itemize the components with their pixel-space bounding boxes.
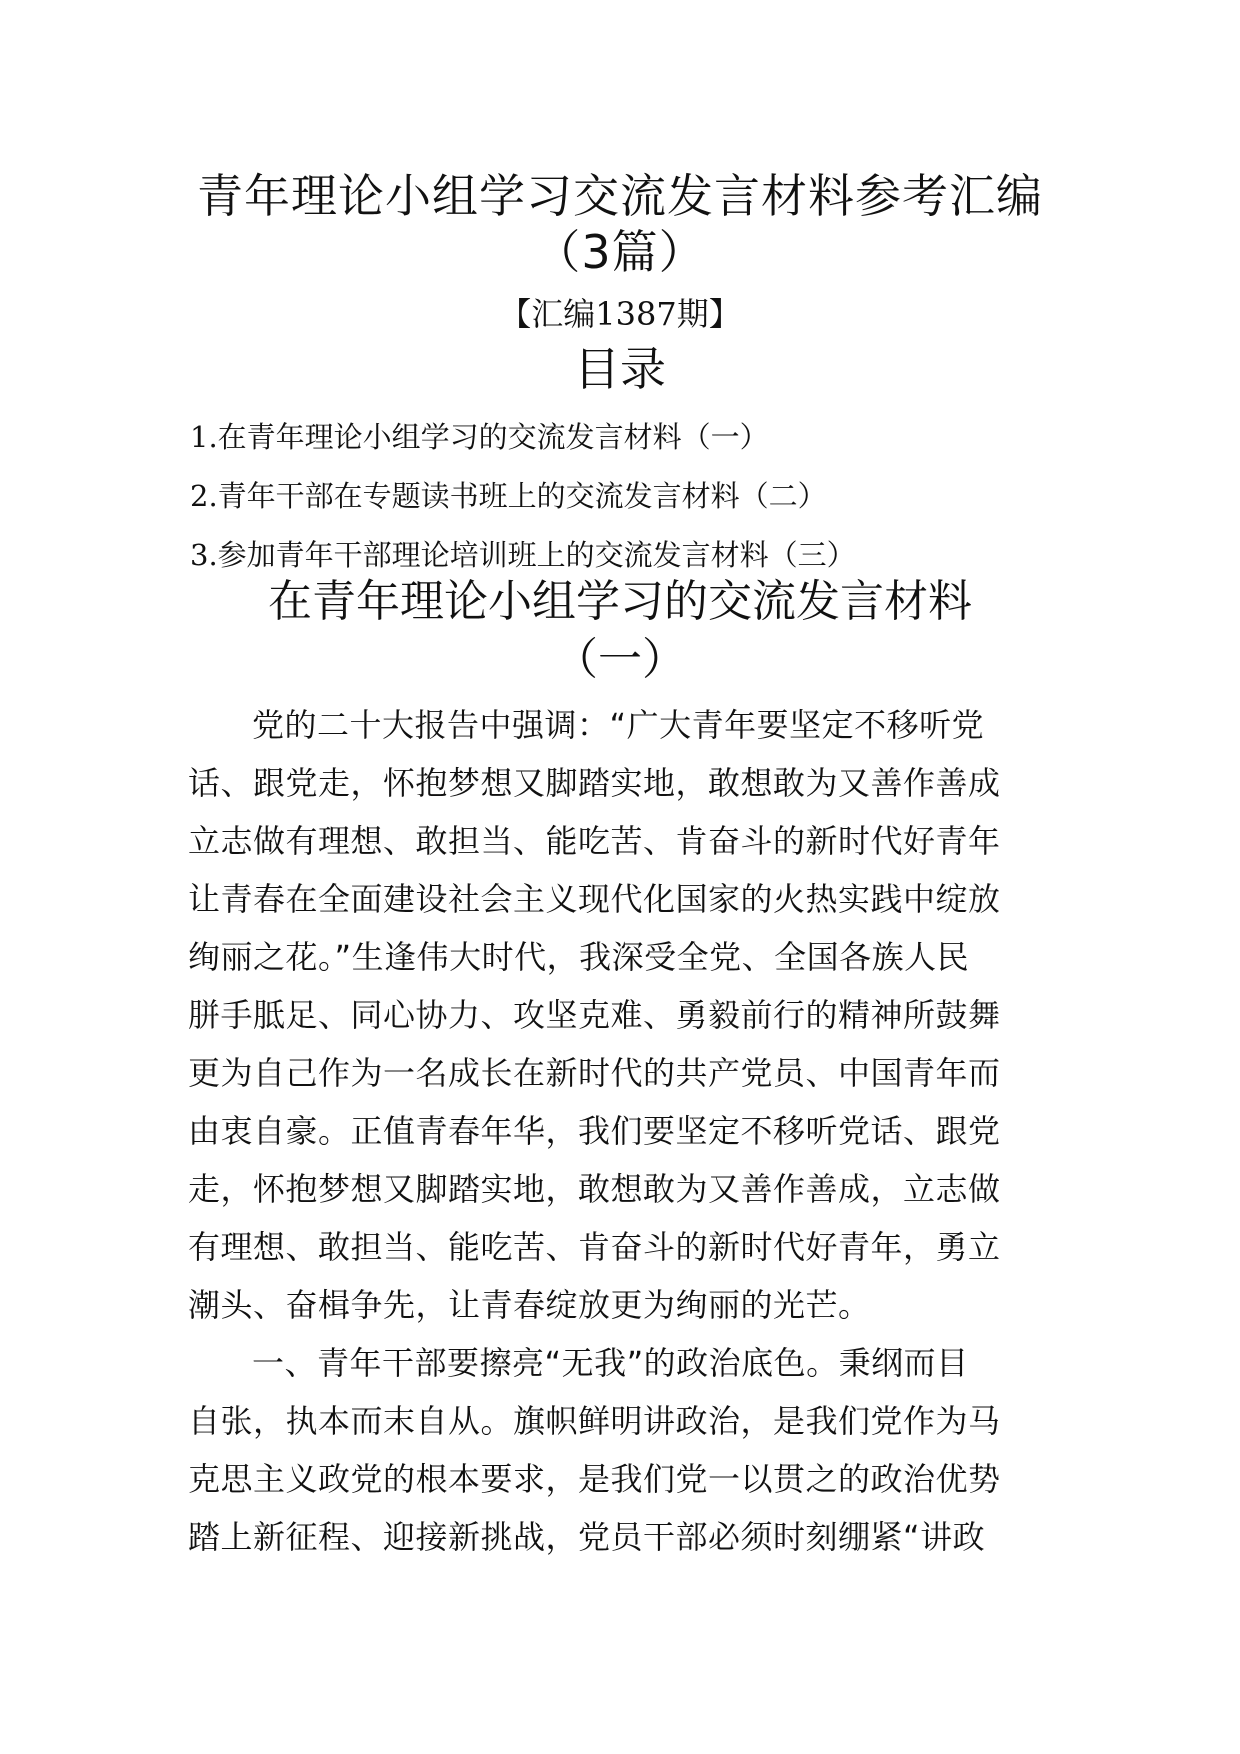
paragraph-1-line-5: 绚丽之花。”生逢伟大时代，我深受全党、全国各族人民: [188, 938, 970, 976]
paragraph-1-line-8: 由衷自豪。正值青春年华，我们要坚定不移听党话、跟党: [188, 1112, 1001, 1150]
paragraph-2-line-4: 踏上新征程、迎接新挑战，党员干部必须时刻绷紧“讲政: [188, 1518, 986, 1556]
paragraph-1-line-11: 潮头、奋楫争先，让青春绽放更为绚丽的光芒。: [188, 1286, 871, 1324]
paragraph-1-line-7: 更为自己作为一名成长在新时代的共产党员、中国青年而: [188, 1054, 1001, 1092]
document-title-line-2: （3篇）: [534, 225, 706, 279]
paragraph-1-line-2: 话、跟党走，怀抱梦想又脚踏实地，敢想敢为又善作善成: [188, 764, 1001, 802]
paragraph-1-line-4: 让青春在全面建设社会主义现代化国家的火热实践中绽放: [188, 880, 1001, 918]
paragraph-1-line-9: 走，怀抱梦想又脚踏实地，敢想敢为又善作善成，立志做: [188, 1170, 1001, 1208]
issue-number: 【汇编1387期】: [499, 295, 741, 333]
paragraph-2-line-1: 一、青年干部要擦亮“无我”的政治底色。秉纲而目: [252, 1344, 969, 1382]
section-title-line-2: （一）: [554, 634, 686, 685]
paragraph-2: [188, 1334, 1058, 1566]
toc-item-2: 2.青年干部在专题读书班上的交流发言材料（二）: [190, 479, 827, 513]
body-text: [188, 696, 1058, 1566]
document-title-line-1: 青年理论小组学习交流发言材料参考汇编: [197, 169, 1043, 223]
toc-heading: 目录: [574, 342, 666, 396]
paragraph-1-line-10: 有理想、敢担当、能吃苦、肯奋斗的新时代好青年，勇立: [188, 1228, 1001, 1266]
section-title-line-1: 在青年理论小组学习的交流发言材料: [268, 576, 972, 627]
paragraph-1-line-6: 胼手胝足、同心协力、攻坚克难、勇毅前行的精神所鼓舞: [188, 996, 1001, 1034]
paragraph-1: [188, 696, 1058, 1334]
paragraph-1-line-1: 党的二十大报告中强调：“广大青年要坚定不移听党: [252, 706, 985, 744]
paragraph-2-line-2: 自张，执本而末自从。旗帜鲜明讲政治，是我们党作为马: [188, 1402, 1001, 1440]
paragraph-2-line-3: 克思主义政党的根本要求，是我们党一以贯之的政治优势: [188, 1460, 1001, 1498]
toc-list: [190, 408, 856, 585]
paragraph-1-line-3: 立志做有理想、敢担当、能吃苦、肯奋斗的新时代好青年: [188, 822, 1001, 860]
toc-item-1: 1.在青年理论小组学习的交流发言材料（一）: [190, 420, 769, 454]
toc-item-3: 3.参加青年干部理论培训班上的交流发言材料（三）: [190, 538, 856, 572]
